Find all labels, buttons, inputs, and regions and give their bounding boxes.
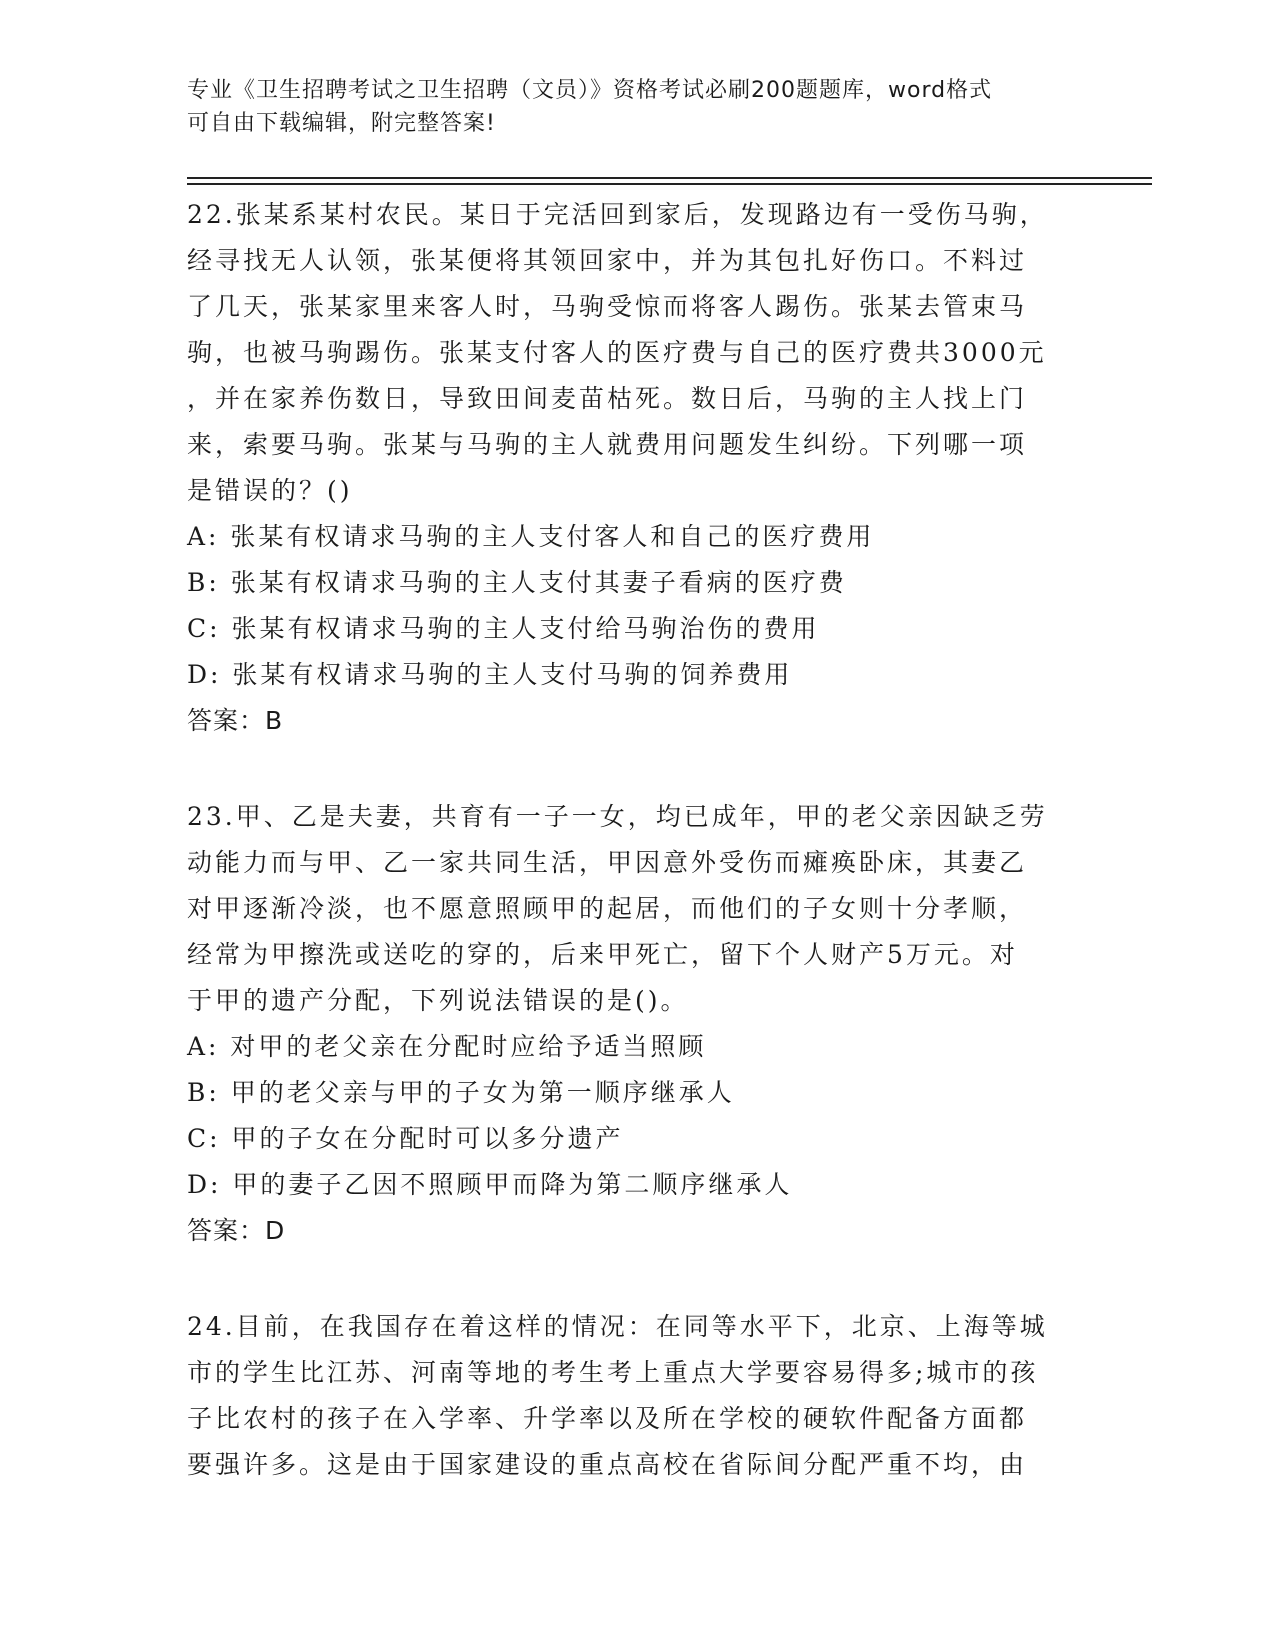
document-header: [187, 74, 1067, 140]
header-divider-top: [187, 177, 1152, 179]
question-stem-line: 动能力而与甲、乙一家共同生活，甲因意外受伤而瘫痪卧床，其妻乙: [187, 848, 1028, 877]
question-list: [187, 192, 1087, 1488]
question-stem-line: 22.张某系某村农民。某日于完活回到家后，发现路边有一受伤马驹，: [187, 200, 1048, 229]
option-a: A: 对甲的老父亲在分配时应给予适当照顾: [187, 1032, 707, 1061]
option-c: C: 甲的子女在分配时可以多分遗产: [187, 1124, 624, 1153]
question-stem-line: ，并在家养伤数日，导致田间麦苗枯死。数日后，马驹的主人找上门: [187, 384, 1028, 413]
question-23: [187, 794, 1087, 1254]
question-stem-line: 市的学生比江苏、河南等地的考生考上重点大学要容易得多;城市的孩: [187, 1358, 1039, 1387]
question-24: [187, 1304, 1087, 1488]
question-stem-line: 经常为甲擦洗或送吃的穿的，后来甲死亡，留下个人财产5万元。对: [187, 940, 1018, 969]
question-stem-line: 子比农村的孩子在入学率、升学率以及所在学校的硬软件配备方面都: [187, 1404, 1028, 1433]
question-stem-line: 是错误的？(): [187, 476, 353, 505]
question-stem-line: 了几天，张某家里来客人时，马驹受惊而将客人踢伤。张某去管束马: [187, 292, 1028, 321]
question-stem-line: 来，索要马驹。张某与马驹的主人就费用问题发生纠纷。下列哪一项: [187, 430, 1028, 459]
option-d: D: 甲的妻子乙因不照顾甲而降为第二顺序继承人: [187, 1170, 793, 1199]
question-spacer: [187, 1254, 1087, 1304]
header-divider-bottom: [187, 183, 1152, 185]
option-b: B: 张某有权请求马驹的主人支付其妻子看病的医疗费: [187, 568, 847, 597]
header-line-1: 专业《卫生招聘考试之卫生招聘（文员）》资格考试必刷200题题库，word格式: [187, 78, 993, 103]
question-spacer: [187, 744, 1087, 794]
option-a: A: 张某有权请求马驹的主人支付客人和自己的医疗费用: [187, 522, 875, 551]
question-stem-line: 24.目前，在我国存在着这样的情况：在同等水平下，北京、上海等城: [187, 1312, 1048, 1341]
question-stem-line: 对甲逐渐冷淡，也不愿意照顾甲的起居，而他们的子女则十分孝顺，: [187, 894, 1028, 923]
question-stem-line: 经寻找无人认领，张某便将其领回家中，并为其包扎好伤口。不料过: [187, 246, 1028, 275]
option-c: C: 张某有权请求马驹的主人支付给马驹治伤的费用: [187, 614, 820, 643]
option-d: D: 张某有权请求马驹的主人支付马驹的饲养费用: [187, 660, 793, 689]
header-line-2: 可自由下载编辑，附完整答案!: [187, 111, 496, 136]
answer-label: 答案：B: [187, 706, 284, 735]
answer-label: 答案：D: [187, 1216, 286, 1245]
question-stem-line: 于甲的遗产分配，下列说法错误的是()。: [187, 986, 689, 1015]
option-b: B: 甲的老父亲与甲的子女为第一顺序继承人: [187, 1078, 735, 1107]
question-22: [187, 192, 1087, 744]
question-stem-line: 要强许多。这是由于国家建设的重点高校在省际间分配严重不均，由: [187, 1450, 1028, 1479]
question-stem-line: 驹，也被马驹踢伤。张某支付客人的医疗费与自己的医疗费共3000元: [187, 338, 1047, 367]
question-stem-line: 23.甲、乙是夫妻，共育有一子一女，均已成年，甲的老父亲因缺乏劳: [187, 802, 1048, 831]
